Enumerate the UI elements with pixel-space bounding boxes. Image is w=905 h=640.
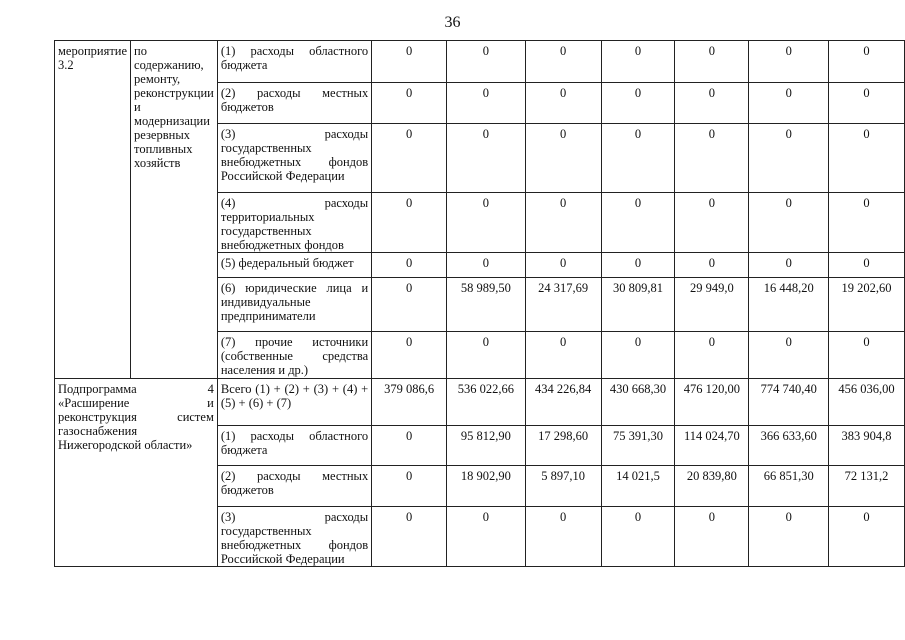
table-row	[55, 41, 905, 83]
amount-cell: 0	[749, 253, 829, 278]
amount-cell: 0	[372, 507, 447, 567]
amount-cell: 383 904,8	[829, 426, 905, 466]
amount-cell: 75 391,30	[601, 426, 675, 466]
amount-cell: 366 633,60	[749, 426, 829, 466]
amount-cell: 0	[446, 253, 525, 278]
amount-cell: 0	[829, 41, 905, 83]
amount-cell: 0	[601, 124, 675, 193]
amount-cell: 0	[372, 41, 447, 83]
amount-cell: 0	[601, 253, 675, 278]
amount-cell: 0	[601, 193, 675, 253]
amount-cell: 0	[829, 507, 905, 567]
amount-cell: 0	[372, 83, 447, 124]
funding-source-cell: (3) расходы государственных внебюджетных фондов Российской Федерации	[217, 124, 371, 193]
funding-source-cell: (2) расходы местных бюджетов	[217, 83, 371, 124]
amount-cell: 0	[446, 193, 525, 253]
amount-cell: 0	[446, 41, 525, 83]
amount-cell: 30 809,81	[601, 278, 675, 332]
amount-cell: 0	[749, 124, 829, 193]
amount-cell: 379 086,6	[372, 379, 447, 426]
amount-cell: 72 131,2	[829, 466, 905, 507]
amount-cell: 0	[829, 124, 905, 193]
funding-source-cell: (1) расходы областного бюджета	[217, 426, 371, 466]
amount-cell: 0	[525, 124, 601, 193]
amount-cell: 430 668,30	[601, 379, 675, 426]
page-number: 36	[444, 14, 461, 31]
amount-cell: 456 036,00	[829, 379, 905, 426]
amount-cell: 5 897,10	[525, 466, 601, 507]
amount-cell: 434 226,84	[525, 379, 601, 426]
amount-cell: 0	[749, 41, 829, 83]
amount-cell: 0	[829, 83, 905, 124]
funding-source-cell: (5) федеральный бюджет	[217, 253, 371, 278]
subprogram-name-cell: Подпрограмма 4 «Расширение и реконструкция систем газоснабжения Нижегородской области»	[55, 379, 218, 567]
amount-cell: 0	[749, 507, 829, 567]
amount-cell: 0	[372, 332, 447, 379]
amount-cell: 0	[372, 278, 447, 332]
amount-cell: 0	[675, 332, 749, 379]
funding-source-cell: (2) расходы местных бюджетов	[217, 466, 371, 507]
amount-cell: 0	[829, 193, 905, 253]
amount-cell: 0	[372, 124, 447, 193]
amount-cell: 0	[525, 41, 601, 83]
amount-cell: 14 021,5	[601, 466, 675, 507]
amount-cell: 0	[525, 253, 601, 278]
amount-cell: 29 949,0	[675, 278, 749, 332]
amount-cell: 20 839,80	[675, 466, 749, 507]
amount-cell: 114 024,70	[675, 426, 749, 466]
amount-cell: 0	[525, 332, 601, 379]
amount-cell: 0	[601, 507, 675, 567]
amount-cell: 0	[675, 83, 749, 124]
amount-cell: 66 851,30	[749, 466, 829, 507]
amount-cell: 0	[749, 332, 829, 379]
amount-cell: 0	[601, 332, 675, 379]
amount-cell: 0	[525, 193, 601, 253]
amount-cell: 0	[446, 507, 525, 567]
funding-source-cell: (6) юридические лица и индивидуальные предприниматели	[217, 278, 371, 332]
amount-cell: 0	[829, 332, 905, 379]
amount-cell: 95 812,90	[446, 426, 525, 466]
measure-label-cell: мероприятие 3.2	[55, 41, 131, 379]
amount-cell: 16 448,20	[749, 278, 829, 332]
amount-cell: 0	[675, 124, 749, 193]
funding-source-cell: (4) расходы территориальных государственных внебюджетных фондов	[217, 193, 371, 253]
amount-cell: 0	[675, 507, 749, 567]
amount-cell: 0	[372, 253, 447, 278]
table-row	[55, 379, 905, 426]
measure-name-cell: по содержанию, ремонту, реконструкции и модернизации резервных топливных хозяйств	[131, 41, 218, 379]
amount-cell: 0	[446, 124, 525, 193]
amount-cell: 17 298,60	[525, 426, 601, 466]
amount-cell: 0	[601, 83, 675, 124]
amount-cell: 0	[446, 332, 525, 379]
amount-cell: 0	[675, 41, 749, 83]
amount-cell: 18 902,90	[446, 466, 525, 507]
amount-cell: 0	[446, 83, 525, 124]
amount-cell: 0	[525, 83, 601, 124]
amount-cell: 24 317,69	[525, 278, 601, 332]
amount-cell: 0	[372, 426, 447, 466]
amount-cell: 0	[675, 253, 749, 278]
funding-source-cell: (7) прочие источники (собственные средства населения и др.)	[217, 332, 371, 379]
amount-cell: 0	[372, 193, 447, 253]
budget-table	[54, 40, 905, 567]
funding-source-cell: (1) расходы областного бюджета	[217, 41, 371, 83]
amount-cell: 0	[372, 466, 447, 507]
amount-cell: 0	[829, 253, 905, 278]
amount-cell: 536 022,66	[446, 379, 525, 426]
amount-cell: 0	[601, 41, 675, 83]
amount-cell: 476 120,00	[675, 379, 749, 426]
amount-cell: 0	[749, 193, 829, 253]
funding-source-cell: (3) расходы государственных внебюджетных фондов Российской Федерации	[217, 507, 371, 567]
amount-cell: 0	[525, 507, 601, 567]
amount-cell: 58 989,50	[446, 278, 525, 332]
amount-cell: 0	[675, 193, 749, 253]
funding-source-cell: Всего (1) + (2) + (3) + (4) + (5) + (6) + (7)	[217, 379, 371, 426]
amount-cell: 19 202,60	[829, 278, 905, 332]
amount-cell: 0	[749, 83, 829, 124]
amount-cell: 774 740,40	[749, 379, 829, 426]
